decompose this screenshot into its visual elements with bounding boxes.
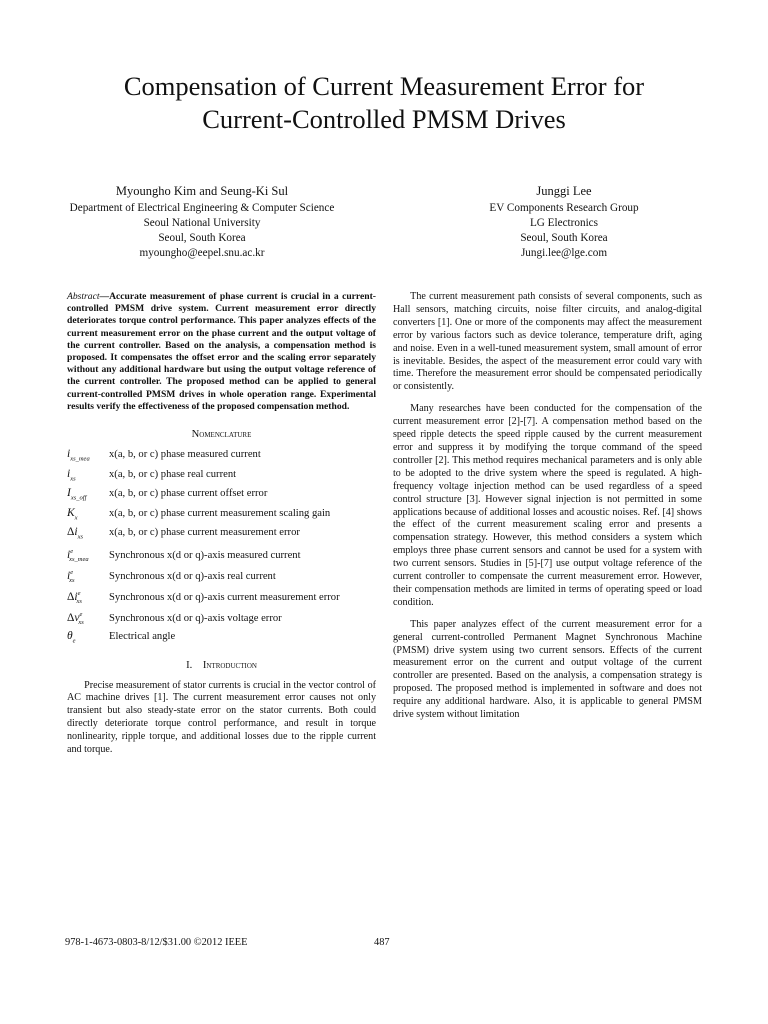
symbol-superscript: e <box>79 611 83 618</box>
affiliation-line: Seoul National University <box>143 217 261 229</box>
affiliation-line: Seoul, South Korea <box>158 232 246 244</box>
affiliation-line: Seoul, South Korea <box>520 232 608 244</box>
paper-title <box>40 70 728 136</box>
delta-prefix: Δ <box>67 590 75 603</box>
author-names: Myoungho Kim and Seung-Ki Sul <box>115 184 289 198</box>
nomenclature-item <box>67 526 376 546</box>
nomenclature-symbol <box>67 546 109 567</box>
symbol-subscript: x <box>74 514 78 522</box>
symbol-subscript: xs <box>77 533 84 541</box>
nomenclature-symbol <box>67 526 109 544</box>
copyright-notice: 978-1-4673-0803-8/12/$31.00 ©2012 IEEE <box>65 937 248 948</box>
body-paragraph: This paper analyzes effect of the current measurement error for a general current-controlled Permanent Magnet Synchronous Machine (PMSM) drive system using two current sensors. Effects of the current measurement error on the current and output voltage of the current controller are presented. Based on the analysis, a compensation strategy is proposed. The proposed method is implemented in software and does not require any additional hardware. Also, it is applicable to general PMSM drive system without limitation <box>393 618 702 721</box>
nomenclature-description: Synchronous x(d or q)-axis voltage error <box>109 612 282 624</box>
nomenclature-symbol <box>67 588 109 609</box>
symbol-subscript: xs <box>78 619 84 627</box>
nomenclature-symbol <box>67 630 109 648</box>
body-paragraph: Many researches have been conducted for the compensation of the current measurement error [2]-[7]. A compensation method based on the speed ripple detects the speed ripple caused by the current measurement error and suppress it by modifying the torque command of the speed controller [2]. This method requires mechanical parameters and is only able to be adopted to the drive system where the speed is regulated. A high-frequency voltage injection method can be used regardless of a speed control structure [3]. However signal injection is not permitted in some applications because of additional losses and acoustic noises. Ref. [4] shows the effect of the current measurement scaling error and presents a compensation strategy. However, this method considers a system which employs three phase current sensors and cannot be used for a system with two current sensors. Studies in [5]-[7] use output voltage reference of the current controller to compensate the current measurement error. However, their compensation methods are limited in terms of operating speed or load condition. <box>393 403 702 608</box>
nomenclature-item <box>67 609 376 630</box>
symbol-subscript: xs <box>76 598 82 606</box>
introduction-paragraph: Precise measurement of stator currents is crucial in the vector control of AC machine drives [1]. The current measurement error causes not only transient but also steady-state error on the stator currents. Both could directly deteriorate torque control performance, and result in torque nonlinearity, ripple torque, and additional losses due to the ripple current and torque. <box>67 679 376 756</box>
nomenclature-symbol <box>67 448 109 466</box>
author-block-right <box>384 182 744 261</box>
author-email: myoungho@eepel.snu.ac.kr <box>139 247 265 259</box>
symbol-superscript: e <box>70 568 74 576</box>
section-number: I. <box>186 659 193 671</box>
symbol-subscript: e <box>72 637 76 645</box>
symbol-subscript: xs_mea <box>69 556 89 564</box>
symbol-base: i <box>74 590 78 603</box>
nomenclature-description: x(a, b, or c) phase current offset error <box>109 488 268 500</box>
abstract: Abstract—Accurate measurement of phase current is crucial in a current-controlled PMSM drive system. Current measurement error directly deteriorates torque control performance. This paper analyzes effects of the current measurement error on the phase current and the output voltage of the current controller. Based on the analysis, a compensation method is proposed. It compensates the offset error and the scaling error separately without any additional hardware but using the output voltage reference of the current controller. The proposed method can be applied to general current-controlled PMSM drives in whole operation range. Experimental results verify the effectiveness of the proposed compensation method. <box>67 291 376 412</box>
delta-prefix: Δ <box>67 526 75 539</box>
symbol-subscript: xs <box>70 474 76 482</box>
nomenclature-symbol <box>67 487 109 505</box>
abstract-text: Accurate measurement of phase current is crucial in a current-controlled PMSM drive system. Current measurement error directly deteriorates torque control performance. This paper analyzes effects of the current measurement error on the phase current and the output voltage of the current controller. Based on the analysis, a compensation method is proposed. It compensates the offset error and the scaling error separately without any additional hardware but using the output voltage reference of the current controller. The proposed method can be applied to general current-controlled PMSM drives in whole operation range. Experimental results verify the effectiveness of the proposed compensation method. <box>67 291 376 412</box>
nomenclature-symbol <box>67 468 109 486</box>
nomenclature-item <box>67 588 376 609</box>
delta-prefix: Δ <box>67 611 75 624</box>
symbol-base: I <box>67 487 71 500</box>
right-column <box>393 291 702 722</box>
title-line: Current-Controlled PMSM Drives <box>202 104 566 134</box>
nomenclature-description: x(a, b, or c) phase measured current <box>109 448 261 460</box>
nomenclature-description: x(a, b, or c) phase real current <box>109 468 237 480</box>
nomenclature-item <box>67 468 376 488</box>
page-number: 487 <box>374 937 390 948</box>
nomenclature-item <box>67 546 376 567</box>
nomenclature-description: Synchronous x(d or q)-axis real current <box>109 570 276 582</box>
symbol-base: i <box>67 569 71 582</box>
symbol-superscript: e <box>70 547 74 555</box>
body-paragraph: The current measurement path consists of several components, such as Hall sensors, matching circuits, noise filter circuits, and analog-digital converters [1]. One or more of the components may affect the measurement error by various factors such as device tolerance, temperature drift, aging and noise. Even in a well-tuned measurement system, small amount of error is inevitable. Besides, the aspect of the measurement error could vary with time. Therefore the measurement error should be compensated periodically or consistently. <box>393 291 702 393</box>
symbol-base: i <box>67 467 71 480</box>
author-block-left <box>22 182 382 261</box>
nomenclature-item <box>67 507 376 527</box>
title-line: Compensation of Current Measurement Error for <box>123 71 645 101</box>
affiliation-line: EV Components Research Group <box>489 202 639 214</box>
author-names: Junggi Lee <box>536 184 592 198</box>
nomenclature-symbol <box>67 567 109 588</box>
symbol-base: v <box>74 611 80 624</box>
abstract-label: Abstract <box>67 291 100 302</box>
nomenclature-heading: Nomenclature <box>191 429 252 441</box>
affiliation-line: LG Electronics <box>529 217 599 229</box>
symbol-subscript: xs_off <box>70 494 87 502</box>
section-title: Introduction <box>202 659 257 671</box>
symbol-base: θ <box>67 630 73 643</box>
nomenclature-description: x(a, b, or c) phase current measurement scaling gain <box>109 507 331 519</box>
affiliation-line: Department of Electrical Engineering & Computer Science <box>69 202 335 214</box>
symbol-subscript: xs <box>69 577 75 585</box>
introduction-heading <box>67 660 376 673</box>
nomenclature-description: Synchronous x(d or q)-axis measured current <box>109 549 301 561</box>
nomenclature-item <box>67 487 376 507</box>
left-column <box>67 291 376 757</box>
nomenclature-item <box>67 630 376 650</box>
nomenclature-description: x(a, b, or c) phase current measurement error <box>109 527 300 539</box>
symbol-superscript: e <box>77 589 81 597</box>
symbol-base: i <box>67 447 71 460</box>
nomenclature-symbol <box>67 507 109 525</box>
symbol-base: i <box>67 548 71 561</box>
nomenclature-item <box>67 448 376 468</box>
nomenclature-symbol <box>67 609 109 630</box>
nomenclature-description: Synchronous x(d or q)-axis current measurement error <box>109 591 340 603</box>
symbol-base: K <box>67 506 75 519</box>
symbol-subscript: xs_mea <box>70 455 90 463</box>
author-email: Jungi.lee@lge.com <box>520 247 608 259</box>
symbol-base: i <box>74 526 78 539</box>
nomenclature-list <box>67 448 376 650</box>
nomenclature-description: Electrical angle <box>109 631 176 643</box>
nomenclature-item <box>67 567 376 588</box>
